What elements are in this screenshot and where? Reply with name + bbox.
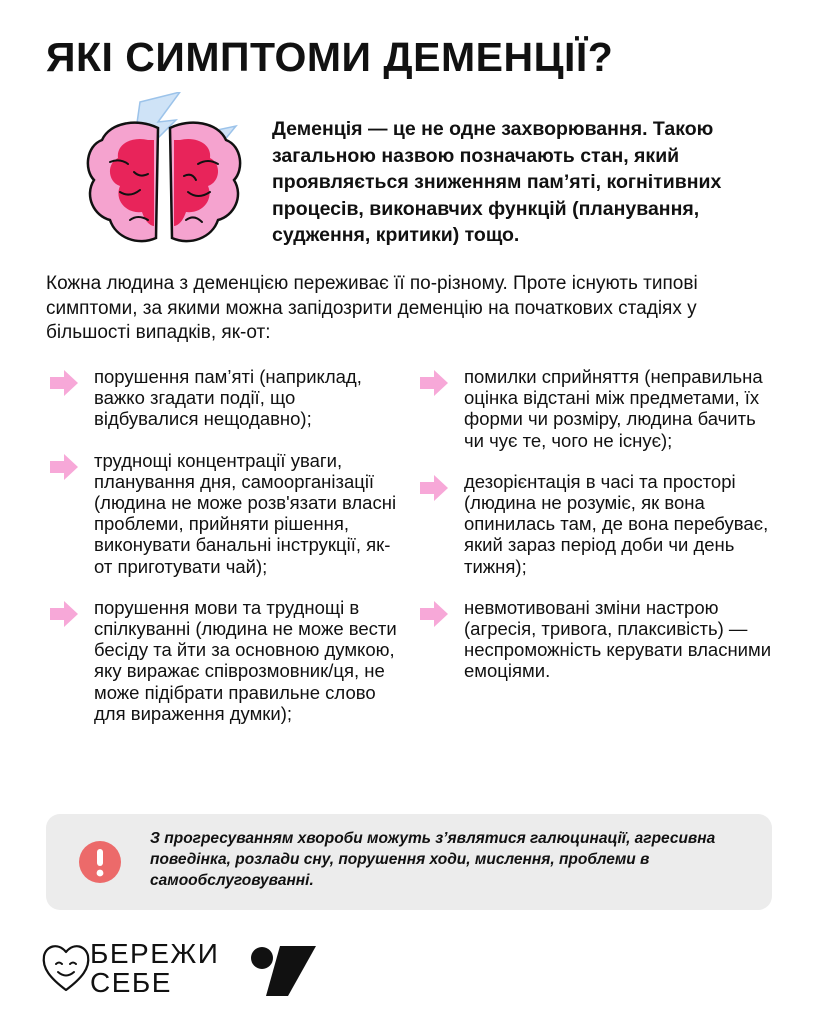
symptom-text: невмотивовані зміни настрою (агресія, тривога, плаксивість) — неспроможність керувати власними емоціями. (464, 596, 772, 682)
intro-text: Кожна людина з деменцією переживає її по-різному. Проте існують типові симптоми, за якими можна запідозрити деменцію на початкових стадіях у більшості випадків, як-от: (46, 273, 698, 343)
pink-arrow-icon (50, 601, 78, 627)
warning-text: З прогресуванням хвороби можуть з’являтися галюцинації, агресивна поведінка, розлади сну, порушення ходи, мислення, проблеми в самообслуговуванні. (150, 830, 716, 889)
pink-arrow-icon (420, 601, 448, 627)
list-item (50, 366, 400, 430)
symptom-text: помилки сприйняття (неправильна оцінка відстані між предметами, їх форми чи розміру, людина бачить чи чує те, чого не існує); (464, 366, 763, 451)
brain-icon (80, 92, 248, 252)
pink-arrow-icon (50, 454, 78, 480)
symptom-text: труднощі концентрації уваги, планування дня, самоорганізації (людина не може розв'язати власні проблеми, прийняти рішення, виконувати банальні інструкції, як-от приготувати чай); (94, 449, 397, 577)
heart-smile-icon (40, 940, 92, 996)
symptom-text: порушення пам’яті (наприклад, важко згадати події, що відбувалися нещодавно); (94, 366, 362, 430)
list-item (420, 471, 780, 577)
list-item (50, 450, 400, 577)
pink-arrow-icon (50, 370, 78, 396)
list-item (420, 597, 780, 682)
exclamation-circle-icon (78, 840, 122, 884)
lead-text: Деменція — це не одне захворювання. Такою загальною назвою позначають стан, який проявляється зниженням пам’яті, когнітивних процесів, виконавчих функцій (планування, судження, критики) тощо. (272, 118, 722, 246)
list-item (420, 366, 780, 451)
logo-line-1: БЕРЕЖИ (90, 938, 220, 969)
partner-logo-icon (250, 944, 316, 996)
logo-line-2: СЕБЕ (90, 967, 172, 998)
pink-arrow-icon (420, 475, 448, 501)
symptom-text: дезорієнтація в часі та просторі (людина не розуміє, як вона опинилась там, де вона перебуває, який зараз період доби чи день тижня); (464, 470, 769, 577)
symptoms-right-column (420, 366, 780, 702)
symptoms-left-column (50, 366, 400, 744)
pink-arrow-icon (420, 370, 448, 396)
list-item (50, 597, 400, 724)
page-title: ЯКІ СИМПТОМИ ДЕМЕНЦІЇ? (46, 34, 614, 80)
symptom-text: порушення мови та труднощі в спілкуванні (людина не може вести бесіду та йти за основною думкою, яку виражає співрозмовник/ця, не може підібрати правильне слово для вираження думки); (94, 596, 397, 724)
warning-note (46, 814, 772, 910)
brand-logo-text (90, 940, 219, 998)
